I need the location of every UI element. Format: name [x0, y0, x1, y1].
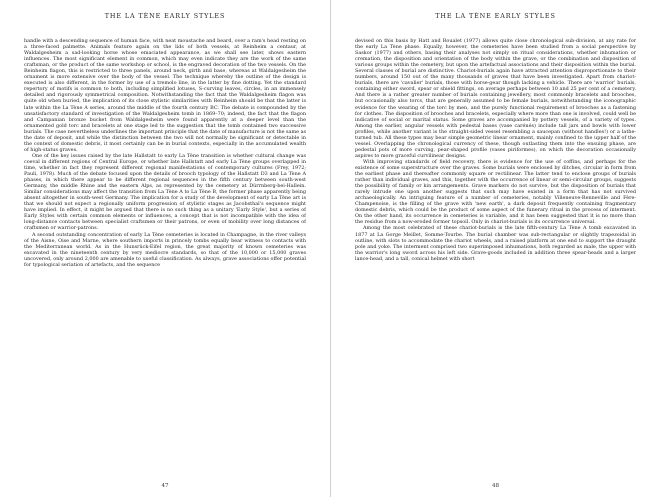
- right-running-head: THE LA TÈNE EARLY STYLES: [435, 12, 556, 20]
- left-paragraph-1: handle with a descending sequence of human face, with neat moustache and beard, over a ram's head resting on a three-faced palmette. Animals feature again on the lids of both vessels, at Reinheim a centaur, at Waldalgesheim a sad-looking horse whose emaciated appearance, as we shall see later, shows eastern influences. The most significant element in common, which may even indicate they are the work of the same craftsman, or the product of the same workshop or school, is the engraved decoration of the two vessels. On the Reinheim flagon, this is restricted to three panels, around neck, girth and base, whereas at Waldalgesheim the ornament is more extensive over the body of the vessel. The technique whereby the outline of the design is executed is also different, in the former by use of a tremolo line, in the latter by fine dotting. Yet the standard repertory of motifs is common to both, including simplified lotuses, S-curving leaves, circles, in an immensely detailed and rigorously symmetrical composition. Notwithstanding the fact that the Waldalgesheim flagon was quite old when buried, the implication of its close stylistic similarities with Reinheim should be that the latter is late within the La Tène A series, around the middle of the fourth century BC. The debate is compounded by the unsatisfactory standard of investigation of the Waldalgesheim tomb in 1869–70; indeed, the fact that the flagon and Campanian bronze bucket from Waldalgesheim were found apparently at a deeper level than the ornamented gold torc and bracelets at one stage led to the suggestion that the tomb contained two successive burials. The case nevertheless underlines the important principle that the date of manufacture is not the same as the date of deposit, and while the distinction between the two will not normally be significant or detectable in the context of domestic debris, it most certainly can be in burial contexts, especially in the accumulated wealth of high-status graves.: [24, 38, 306, 153]
- left-body-text: [24, 38, 306, 485]
- left-running-head: THE LA TÈNE EARLY STYLES: [104, 12, 226, 20]
- right-paragraph-3: Among the most celebrated of these chariot-burials is the late fifth-century La Tène A tomb excavated in 1877 at La Gorge Meillet, Somme-Tourbe. The burial chamber was sub-rectangular or slightly trapezoidal in outline, with slots to accommodate the chariot wheels, and a raised platform at one end to support the draught pole and yoke. The interment comprised two superimposed inhumations, both regarded as male, the upper with the warrior's long sword across his left side. Grave-goods included in addition three spear-heads and a larger lance-head, and a tall, conical helmet with short: [355, 225, 636, 262]
- right-paragraph-2: With improving standards of field recovery, there is evidence for the use of coffins, and perhaps for the existence of some superstructure over the graves. Some burials were enclosed by ditches, circular in form from the earliest phase and thereafter commonly square or rectilinear. The latter tend to enclose groups of burials rather than individual graves, and this, together with the occurrence of linear or semi-circular groups, suggests the possibility of family or kin arrangements. Grave markers do not survive, but the disposition of burials that rarely intrude one upon another suggests that such may have existed in a form that has not survived archaeologically. An intriguing feature of a number of cemeteries, notably Villeneuve-Renneville and Fère-Champenoise, is the filling of the grave with 'new earth', a dark deposit frequently containing fragmentary domestic debris, which could be the product of some aspect of the funerary ritual in the process of interment. On the other hand, its occurrence in cemeteries is variable, and it has been suggested that it is no more than the residue from a now-eroded former topsoil. Only in chariot-burials is its occurrence universal.: [355, 158, 636, 226]
- right-page-number: 48: [491, 483, 500, 489]
- left-page-number: 47: [161, 483, 169, 489]
- left-paragraph-3: A second outstanding concentration of early La Tène cemeteries is located in Champagne, in the river valleys of the Aisne, Oise and Marne, where southern imports in princely tombs equally bear witness to contacts with the Mediterranean world. As in the Hunsrück-Eifel region, the great majority of known cemeteries was excavated in the nineteenth century by very mediocre standards, so that of the 10,000 or 15,000 graves uncovered, only around 2,000 are amenable to useful classification. As always, grave associations offer potential for typological seriation of artefacts, and the sequence: [24, 231, 306, 268]
- right-paragraph-1: devised on this basis by Hatt and Roualet (1977) allows quite close chronological sub-division, at any rate for the early La Tène phase. Equally, however, the cemeteries have been studied from a social perspective by Saskor (1977) and others, basing their analyses not simply on ritual considerations, whether inhumation or cremation, the disposition and orientation of the body within the grave, or the combination and disposition of various groups within the cemetery, but upon the artefactual associations and their disposition within the burial. Several classes of burial are distinctive. Chariot-burials again have attracted attention disproportionate to their numbers, around 150 out of the many thousands of graves that have been investigated. Apart from chariot-burials, there are 'cavalier' burials, those with horse-gear though lacking a vehicle. There are 'warrior' burials, containing either sword, spear or shield fittings, on average perhaps between 10 and 25 per cent of a cemetery. And there is a rather greater number of burials containing jewellery, most commonly bracelets and brooches, but occasionally also torcs, that are generally assumed to be female burials, notwithstanding the iconographic evidence for the wearing of the torc by men, and the purely functional requirement of brooches as a fastening for clothes. The disposition of brooches and bracelets, especially where more than one is involved, could well be indicative of social or marital status. Some graves are accompanied by pottery vessels, of a variety of types. Among the earlier, angular vessels with pedestal bases (vase carénés) include tall jars and bowls with lower profiles, while another variant is the straight-sided vessel resembling a saucepan (without handles!) or a lathe-turned tub. All these types may bear simple geometric linear ornament, mainly confined to the upper half of the vessel. Overlapping the chronological currency of these, though outlasting them into the ensuing phase, are pedestal pots of more curving, pear-shaped profile (vases piriformes), on which the decoration occasionally aspires to more graceful curvilinear designs.: [355, 38, 636, 159]
- left-paragraph-2: One of the key issues raised by the late Hallstatt to early La Tène transition is whether cultural change was coeval in different regions of Central Europe, or whether late Hallstatt and early La Tène groups overlapped in time, whether in fact they represent different regional manifestations of contemporary cultures (Frey, 1972; Pauli, 1978). Much of the debate focused upon the details of brooch typology of the Hallstatt D3 and La Tène A phases, in which there appear to be different regional sequences in the fifth century between south-west Germany, the middle Rhine and the eastern Alps, as represented by the cemetery at Dürrnberg-bei-Hallein. Similar considerations may affect the transition from La Tène A to La Tène B, the former phase apparently being absent altogether in south-west Germany. The implication for a study of the development of early La Tène art is that we should not expect a regionally uniform progression of stylistic stages as Jacobsthal's sequence might have implied. In effect, it might be argued that there is no such thing as a unitary 'Early Style', but a series of Early Styles with certain common elements or influences, a concept that is not incompatible with the idea of long-distance contacts between specialist craftsmen or their patrons, or even of mobility over long distances of craftsmen or warrior-patrons.: [24, 152, 306, 232]
- right-body-text: [355, 38, 636, 485]
- right-page: [330, 0, 660, 497]
